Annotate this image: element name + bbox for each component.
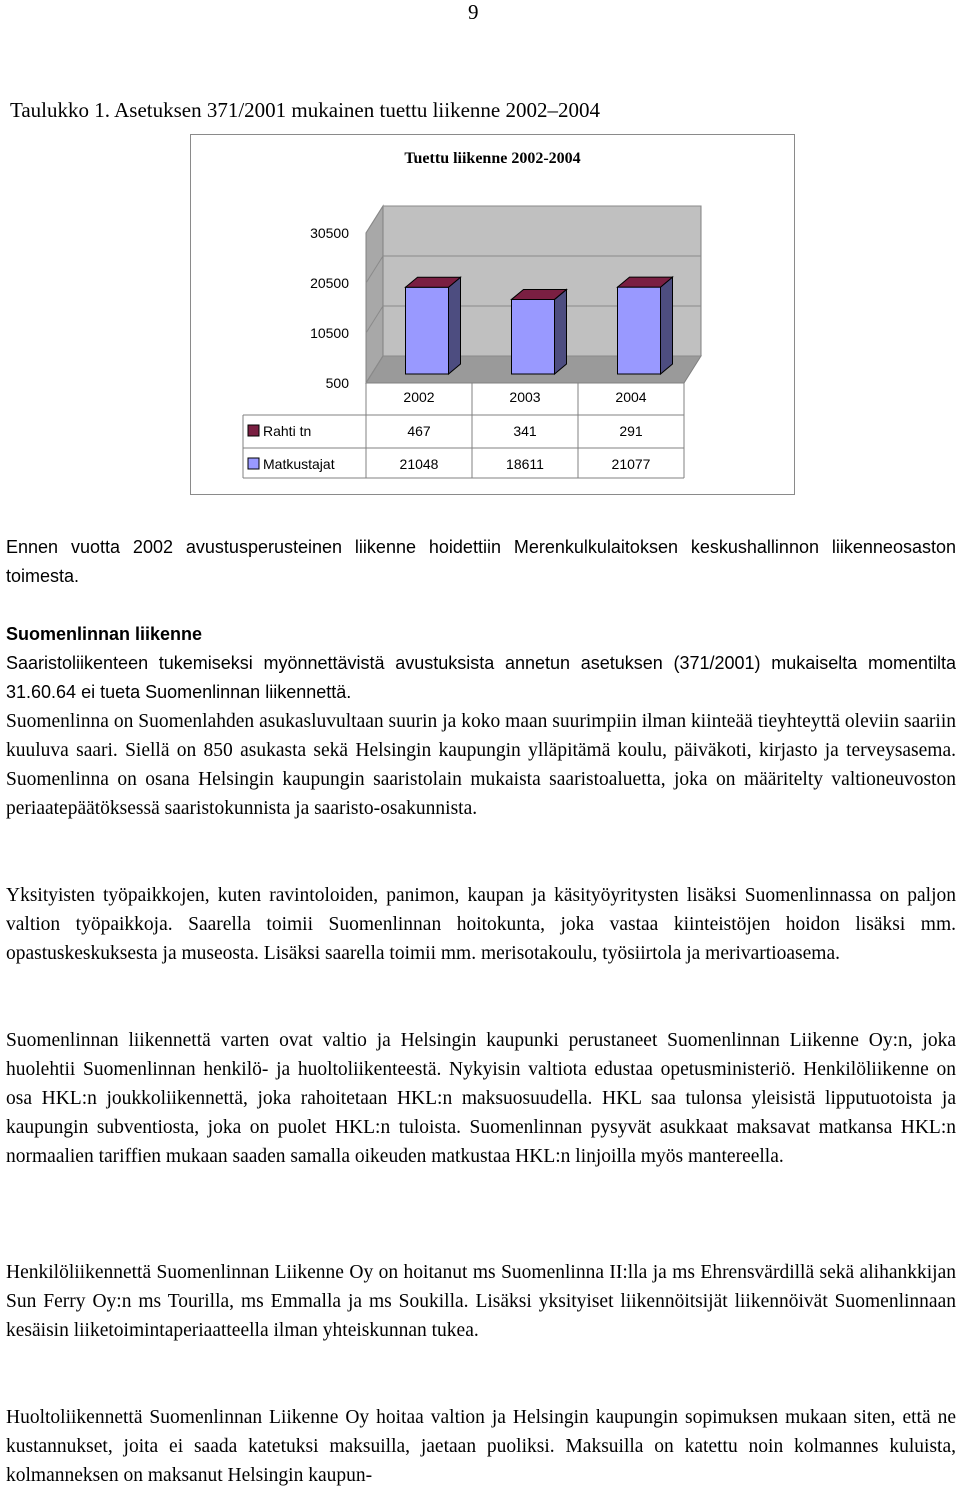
- legend-label: Matkustajat: [263, 456, 335, 472]
- paragraph-block-6: [6, 1258, 956, 1345]
- bar-matkustajat: [406, 287, 449, 374]
- paragraph-block-5: [6, 1026, 956, 1171]
- bar-side: [555, 289, 567, 374]
- table-caption: Taulukko 1. Asetuksen 371/2001 mukainen tuettu liikenne 2002–2004: [10, 98, 600, 122]
- y-tick-label: 500: [325, 375, 349, 391]
- bar-chart: [191, 135, 796, 496]
- chart-frame: [190, 134, 795, 495]
- data-value: 21048: [399, 456, 439, 472]
- bar-side: [661, 277, 673, 374]
- paragraph-6: Henkilöliikennettä Suomenlinnan Liikenne Oy on hoitanut ms Suomenlinna II:lla ja ms Ehrensvärdillä sekä alihankkijan Sun Ferry Oy:n ms Tourilla, ms Emmalla ja ms Soukilla. Lisäksi yksityiset liikennöitsijät liikennöivät Suomenlinnaan kesäisin liiketoimintaperiaatteella ilman yhteiskunnan tukea.: [6, 1262, 956, 1341]
- data-value: 467: [407, 423, 431, 439]
- paragraph-block-4: [6, 881, 956, 968]
- legend-swatch: [248, 458, 259, 469]
- y-tick-label: 10500: [310, 325, 349, 341]
- section-heading: Suomenlinnan liikenne: [6, 624, 203, 644]
- paragraph-intro: [6, 533, 956, 591]
- legend-label: Rahti tn: [263, 423, 312, 439]
- bar-matkustajat: [512, 299, 555, 374]
- paragraph-2: Saaristoliikenteen tukemiseksi myönnettävistä avustuksista annetun asetuksen (371/2001) mukaiselta momentilta 31.60.64 ei tueta Suomenlinnan liikennettä.: [6, 653, 956, 702]
- category-label: 2004: [615, 389, 647, 405]
- category-label: 2003: [509, 389, 541, 405]
- data-value: 291: [619, 423, 643, 439]
- data-value: 341: [513, 423, 537, 439]
- chart-side-wall: [366, 206, 383, 383]
- legend-swatch: [248, 425, 259, 436]
- y-tick-label: 30500: [310, 225, 349, 241]
- data-value: 21077: [611, 456, 651, 472]
- paragraph-3: Suomenlinna on Suomenlahden asukasluvultaan suurin ja koko maan suurimpiin ilman kiinteää tieyhteyttä oleviin saariin kuuluva saari. Siellä on 850 asukasta sekä Helsingin kaupungin ylläpitämä koulu, päiväkoti, kirjasto ja terveysasema. Suomenlinna on osana Helsingin kaupungin saaristolain mukaista saaristoaluetta, joka on määritelty valtioneuvoston periaatepäätöksessä saaristokunnista ja saaristo-osakunnista.: [6, 711, 956, 819]
- paragraph-5: Suomenlinnan liikennettä varten ovat valtio ja Helsingin kaupunki perustaneet Suomenlinnan Liikenne Oy:n, joka huolehtii Suomenlinnan henkilö- ja huoltoliikenteestä. Nykyisin valtiota edustaa opetusministeriö. Henkilöliikenne on osa HKL:n joukkoliikennettä, joka rahoitetaan HKL:n maksuosuudella. HKL saa tulonsa yleisistä lipputuotoista ja kaupungin subventiosta, joka on puolet HKL:n tuloista. Suomenlinnan pysyvät asukkaat maksavat matkansa HKL:n normaalien tariffien mukaan saaden samalla oikeuden matkustaa HKL:n linjoilla myös mantereella.: [6, 1030, 956, 1167]
- paragraph-1: Ennen vuotta 2002 avustusperusteinen liikenne hoidettiin Merenkulkulaitoksen keskushallinnon liikenneosaston toimesta.: [6, 537, 956, 586]
- paragraph-block-7: [6, 1403, 956, 1490]
- y-tick-label: 20500: [310, 275, 349, 291]
- paragraph-7: Huoltoliikennettä Suomenlinnan Liikenne Oy hoitaa valtion ja Helsingin kaupungin sopimuksen mukaan siten, että ne kustannukset, joita ei saada katetuksi maksuilla, jaetaan puoliksi. Maksuilla on katettu noin kolmannes kuluista, kolmanneksen on maksanut Helsingin kaupun-: [6, 1407, 956, 1486]
- data-value: 18611: [506, 456, 544, 472]
- bar-matkustajat: [618, 287, 661, 374]
- paragraph-4: Yksityisten työpaikkojen, kuten ravintoloiden, panimon, kaupan ja käsityöyritysten lisäksi Suomenlinnassa on paljon valtion työpaikkoja. Saarella toimii Suomenlinnan hoitokunta, joka vastaa kiinteistöjen hoidon lisäksi mm. opastuskeskuksesta ja museosta. Lisäksi saarella toimii mm. merisotakoulu, työsiirtola ja merivartioasema.: [6, 885, 956, 964]
- page-number: 9: [468, 0, 479, 24]
- category-label: 2002: [403, 389, 435, 405]
- chart-title: Tuettu liikenne 2002-2004: [404, 150, 581, 167]
- section-suomenlinnan-liikenne: [6, 620, 956, 823]
- bar-side: [449, 277, 461, 374]
